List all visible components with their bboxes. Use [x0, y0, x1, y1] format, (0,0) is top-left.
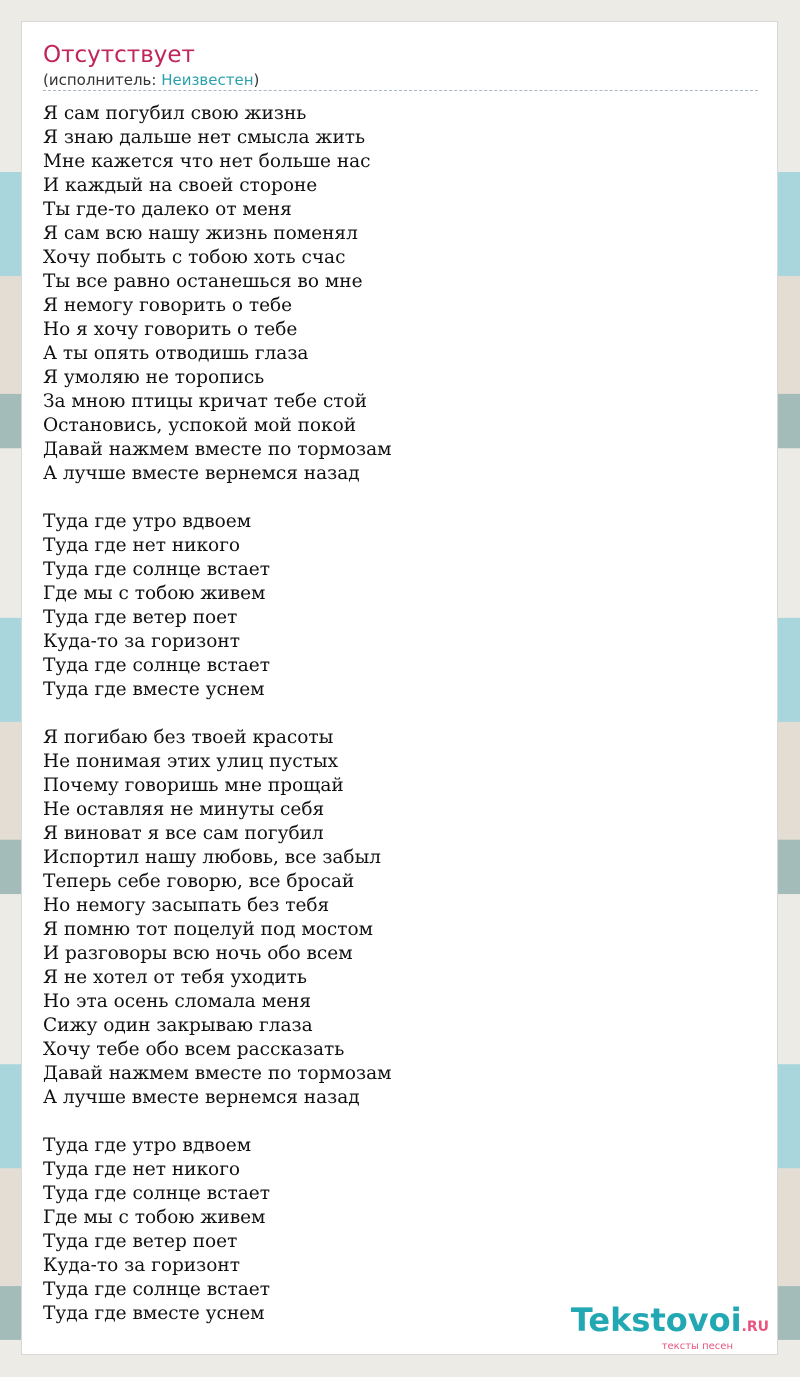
- lyric-line: Я сам всю нашу жизнь поменял: [43, 223, 358, 244]
- logo-tld: .RU: [741, 1319, 769, 1335]
- lyric-line: Где мы с тобою живем: [43, 1207, 266, 1228]
- lyric-line: Мне кажется что нет больше нас: [43, 151, 371, 172]
- lyric-line: Куда-то за горизонт: [43, 631, 240, 652]
- lyric-line: А лучше вместе вернемся назад: [43, 1087, 360, 1108]
- lyric-line: Но эта осень сломала меня: [43, 991, 312, 1012]
- logo-tagline: тексты песен: [661, 1341, 733, 1352]
- lyric-line: Почему говоришь мне прощай: [43, 775, 344, 796]
- stanza-break: [43, 486, 743, 510]
- lyric-line: Туда где ветер поет: [43, 607, 238, 628]
- lyric-line: Туда где солнце встает: [43, 559, 270, 580]
- site-logo[interactable]: [571, 1302, 769, 1352]
- lyric-line: Я немогу говорить о тебе: [43, 295, 293, 316]
- lyric-line: Остановись, успокой мой покой: [43, 415, 357, 436]
- lyric-line: Сижу один закрываю глаза: [43, 1015, 313, 1036]
- lyric-line: Туда где солнце встает: [43, 655, 270, 676]
- lyrics-card: [21, 21, 778, 1355]
- lyric-line: Ты все равно останешься во мне: [43, 271, 363, 292]
- lyric-line: Давай нажмем вместе по тормозам: [43, 1063, 392, 1084]
- title-divider: [43, 90, 758, 91]
- lyric-line: Испортил нашу любовь, все забыл: [43, 847, 382, 868]
- lyric-line: Туда где утро вдвоем: [43, 1135, 252, 1156]
- stanza-break: [43, 1110, 743, 1134]
- lyric-line: Ты где-то далеко от меня: [43, 199, 292, 220]
- artist-line: [43, 71, 259, 89]
- lyric-line: Я виноват я все сам погубил: [43, 823, 324, 844]
- logo-name: Tekstovoi: [570, 1301, 742, 1339]
- lyric-line: Я знаю дальше нет смысла жить: [43, 127, 366, 148]
- logo-wordmark: [571, 1302, 769, 1345]
- artist-suffix: ): [253, 71, 260, 89]
- lyric-line: Теперь себе говорю, все бросай: [43, 871, 355, 892]
- lyric-line: Не оставляя не минуты себя: [43, 799, 325, 820]
- lyric-line: Я помню тот поцелуй под мостом: [43, 919, 374, 940]
- lyric-line: Где мы с тобою живем: [43, 583, 266, 604]
- lyric-line: Но немогу засыпать без тебя: [43, 895, 330, 916]
- lyric-line: Я погибаю без твоей красоты: [43, 727, 334, 748]
- lyric-line: И каждый на своей стороне: [43, 175, 318, 196]
- artist-link[interactable]: Неизвестен: [161, 71, 254, 89]
- lyric-line: Давай нажмем вместе по тормозам: [43, 439, 392, 460]
- artist-prefix: (исполнитель:: [43, 71, 162, 89]
- lyric-line: Туда где вместе уснем: [43, 1303, 265, 1324]
- song-title: Отсутствует: [43, 42, 195, 68]
- lyric-line: Туда где вместе уснем: [43, 679, 265, 700]
- lyrics-text: [43, 102, 743, 1326]
- lyric-line: Я не хотел от тебя уходить: [43, 967, 307, 988]
- lyric-line: Туда где солнце встает: [43, 1279, 270, 1300]
- lyric-line: Не понимая этих улиц пустых: [43, 751, 339, 772]
- lyric-line: Куда-то за горизонт: [43, 1255, 240, 1276]
- stanza-break: [43, 702, 743, 726]
- lyric-line: Туда где нет никого: [43, 535, 241, 556]
- lyric-line: Туда где солнце встает: [43, 1183, 270, 1204]
- lyric-line: Хочу тебе обо всем рассказать: [43, 1039, 345, 1060]
- lyric-line: А лучше вместе вернемся назад: [43, 463, 360, 484]
- lyric-line: Туда где ветер поет: [43, 1231, 238, 1252]
- lyric-line: Туда где нет никого: [43, 1159, 241, 1180]
- lyric-line: Но я хочу говорить о тебе: [43, 319, 298, 340]
- lyric-line: Я умоляю не торопись: [43, 367, 265, 388]
- lyric-line: Туда где утро вдвоем: [43, 511, 252, 532]
- lyric-line: Хочу побыть с тобою хоть счас: [43, 247, 346, 268]
- lyric-line: А ты опять отводишь глаза: [43, 343, 309, 364]
- lyric-line: За мною птицы кричат тебе стой: [43, 391, 368, 412]
- lyric-line: Я сам погубил свою жизнь: [43, 103, 307, 124]
- lyric-line: И разговоры всю ночь обо всем: [43, 943, 353, 964]
